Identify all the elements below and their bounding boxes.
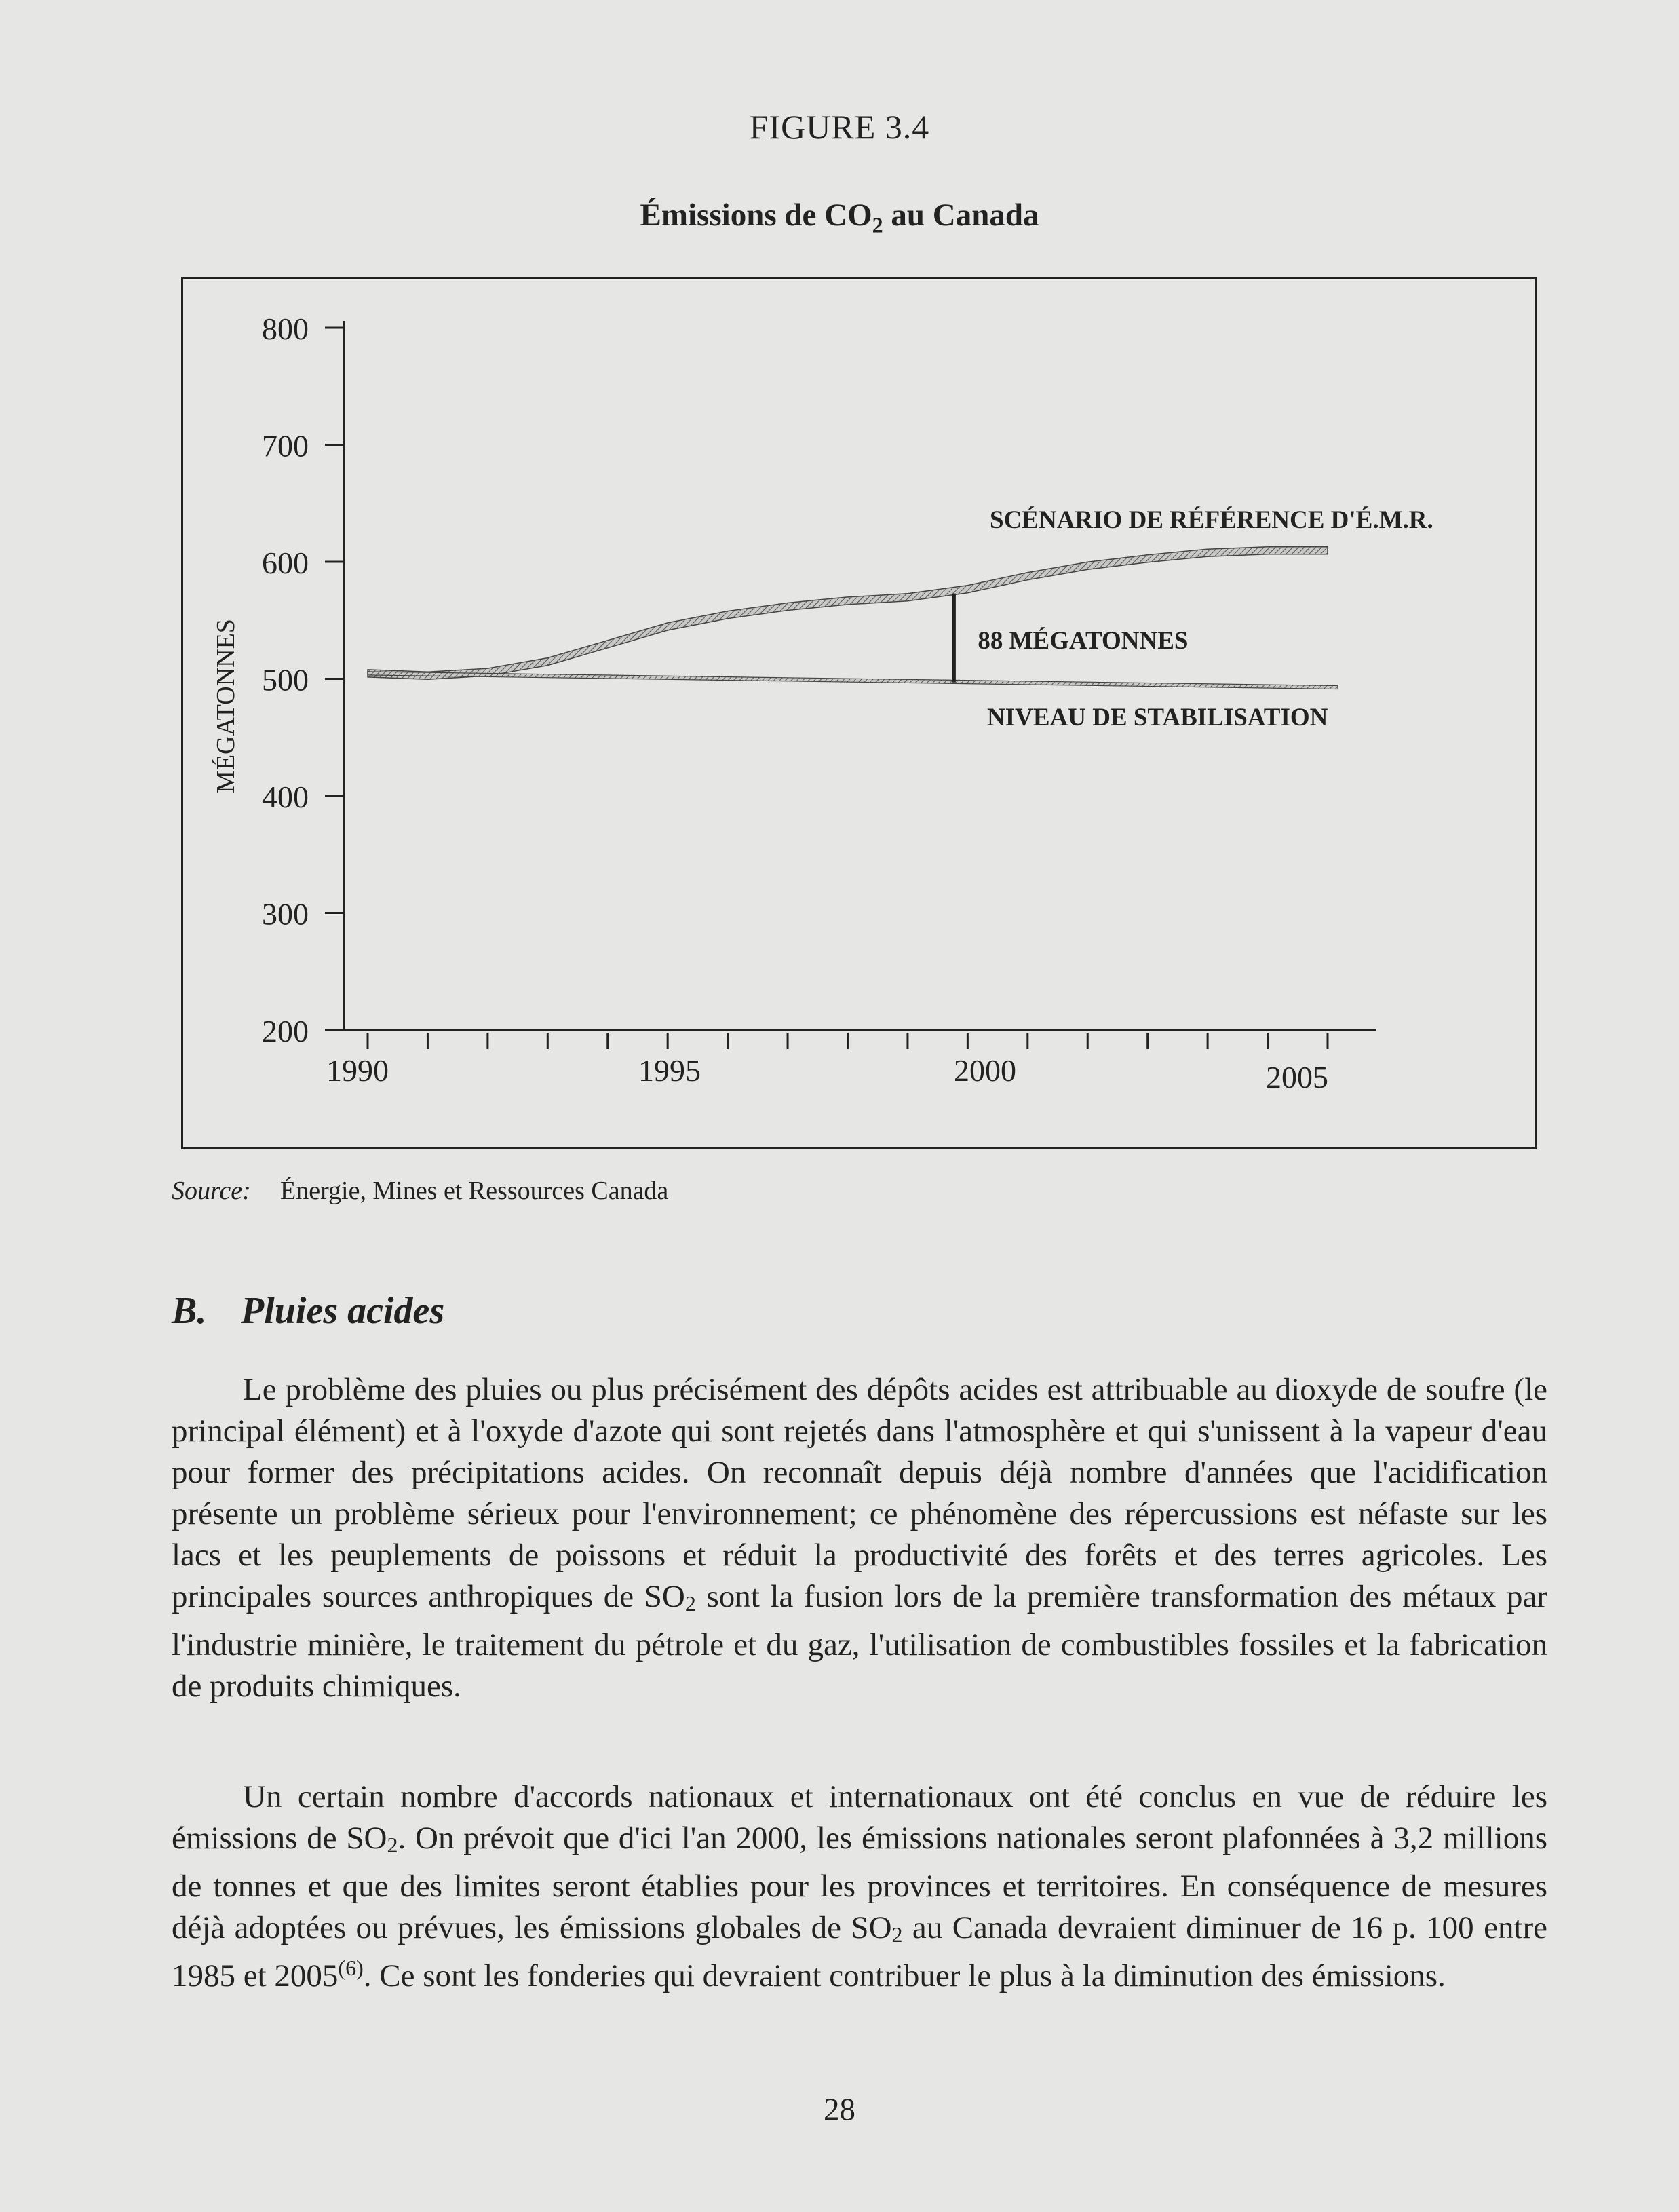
y-tick-label: 400	[262, 780, 309, 814]
reference-scenario-line	[368, 547, 1328, 680]
figure-title-subscript: 2	[872, 212, 883, 237]
figure-title-prefix: Émissions de CO	[640, 197, 872, 233]
x-tick-label: 1990	[326, 1053, 389, 1088]
y-tick-label: 200	[262, 1014, 309, 1048]
stabilization-level-line	[368, 672, 1338, 689]
reference-scenario-label: SCÉNARIO DE RÉFÉRENCE D'É.M.R.	[990, 506, 1433, 534]
paragraph-2-subscript-a: 2	[387, 1833, 398, 1857]
labels-layer	[978, 506, 1433, 731]
figure-number: FIGURE 3.4	[749, 108, 930, 146]
x-tick-label: 1995	[638, 1053, 701, 1088]
section-letter: B.	[172, 1290, 207, 1332]
figure-source	[172, 1176, 668, 1206]
paragraph-1-subscript: 2	[684, 1591, 696, 1616]
y-axis-label: MÉGATONNES	[212, 619, 240, 793]
x-tick-label: 2005	[1266, 1060, 1328, 1094]
section-heading	[172, 1289, 444, 1333]
figure-title	[0, 197, 1679, 237]
paragraph-1	[172, 1369, 1547, 1707]
paragraph-2-subscript-b: 2	[891, 1922, 903, 1947]
paragraph-2-text-c: au Canada devraient diminuer de 16 p. 100 entre 1985 et 2005	[172, 1910, 1548, 1994]
paragraph-2-footnote-ref: (6)	[338, 1956, 364, 1980]
paragraph-2-text-b: . On prévoit que d'ici l'an 2000, les émissions nationales seront plafonnées à 3,2 millions de tonnes et que des limites seront établies pour les provinces et territoires. En conséquence de mesures déjà adoptées ou prévues, les émissions globales de SO	[172, 1820, 1547, 1945]
figure-title-suffix: au Canada	[883, 197, 1039, 233]
paragraph-2	[172, 1776, 1547, 1997]
y-tick-label: 300	[262, 896, 309, 932]
source-text: Énergie, Mines et Ressources Canada	[280, 1177, 669, 1205]
gap-annotation-label: 88 MÉGATONNES	[978, 627, 1189, 655]
paragraph-2-text-a: Un certain nombre d'accords nationaux et internationaux ont été conclus en vue de réduire les émissions de SO	[172, 1779, 1547, 1856]
y-tick-label: 700	[262, 428, 309, 463]
source-label: Source:	[172, 1177, 251, 1205]
y-tick-label: 800	[262, 311, 309, 346]
paragraph-1-text-b: sont la fusion lors de la première transformation des métaux par l'industrie minière, le traitement du pétrole et du gaz, l'utilisation de combustibles fossiles et la fabrication de produits chimiques.	[172, 1579, 1547, 1704]
paragraph-2-text-d: . Ce sont les fonderies qui devraient contribuer le plus à la diminution des émissions.	[363, 1958, 1446, 1994]
axes	[212, 311, 1376, 1094]
y-tick-label: 600	[262, 546, 309, 580]
x-tick-label: 2000	[954, 1053, 1016, 1088]
section-title: Pluies acides	[241, 1290, 445, 1332]
paragraph-1-text-a: Le problème des pluies ou plus précisément des dépôts acides est attribuable au dioxyde de soufre (le principal élément) et à l'oxyde d'azote qui sont rejetés dans l'atmosphère et qui s'unissent à la vapeur d'eau pour former des précipitations acides. On reconnaît depuis déjà nombre d'années que l'acidification présente un problème sérieux pour l'environnement; ce phénomène des répercussions est néfaste sur les lacs et les peuplements de poissons et réduit la productivité des forêts et des terres agricoles. Les principales sources anthropiques de SO	[172, 1372, 1547, 1614]
stabilization-level-label: NIVEAU DE STABILISATION	[987, 704, 1328, 731]
page-number: 28	[824, 2092, 855, 2127]
co2-emissions-chart	[181, 277, 1537, 1149]
series-layer	[368, 547, 1338, 689]
y-tick-label: 500	[262, 662, 309, 698]
